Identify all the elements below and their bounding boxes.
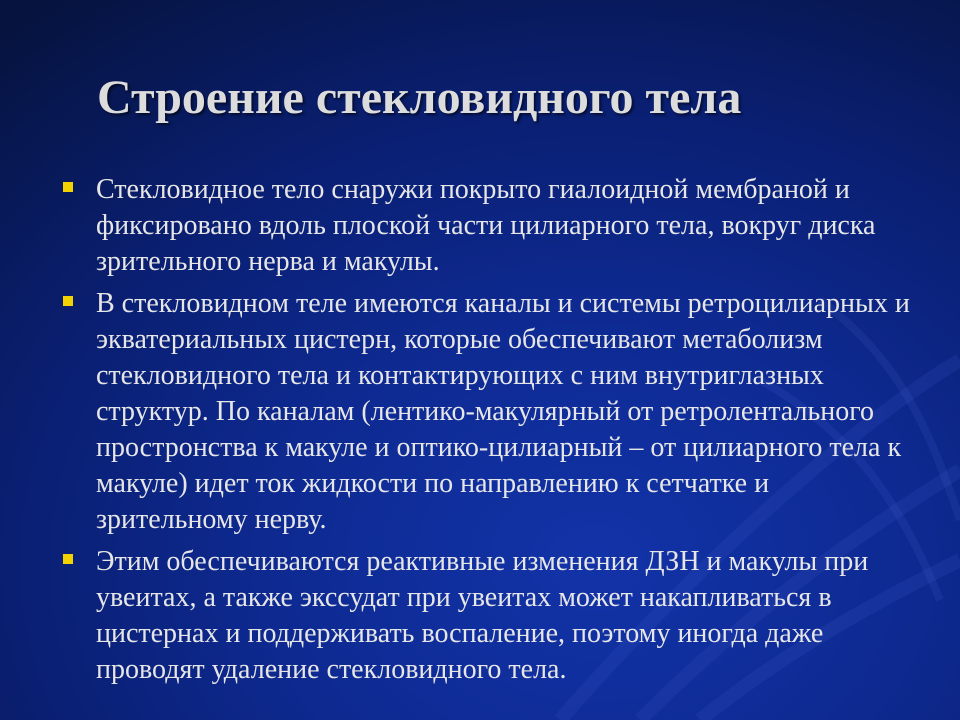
square-bullet-icon — [63, 296, 73, 306]
bullet-text: Этим обеспечиваются реактивные изменения ДЗН и макулы при увеитах, а также экссудат при увеитах может накапливаться в цистернах и поддерживать воспаление, поэтому иногда даже проводят удаление стекловидного тела. — [96, 546, 869, 685]
bullet-item-uveitis — [60, 544, 920, 688]
square-bullet-icon — [63, 182, 73, 192]
bullet-item-channels — [60, 286, 920, 538]
square-bullet-icon — [63, 554, 73, 564]
bullet-list — [60, 172, 920, 694]
bullet-item-membrane — [60, 172, 920, 280]
slide-title: Строение стекловидного тела — [97, 71, 742, 124]
bullet-text: В стекловидном теле имеются каналы и системы ретроцилиарных и экватериальных цистерн, которые обеспечивают метаболизм стекловидного тела и контактирующих с ним внутриглазных структур. По каналам (лентико-макулярный от ретролентального простронства к макуле и оптико-цилиарный – от цилиарного тела к макуле) идет ток жидкости по направлению к сетчатке и зрительному нерву. — [96, 288, 910, 535]
bullet-text: Стекловидное тело снаружи покрыто гиалоидной мембраной и фиксировано вдоль плоской части цилиарного тела, вокруг диска зрительного нерва и макулы. — [96, 174, 876, 277]
